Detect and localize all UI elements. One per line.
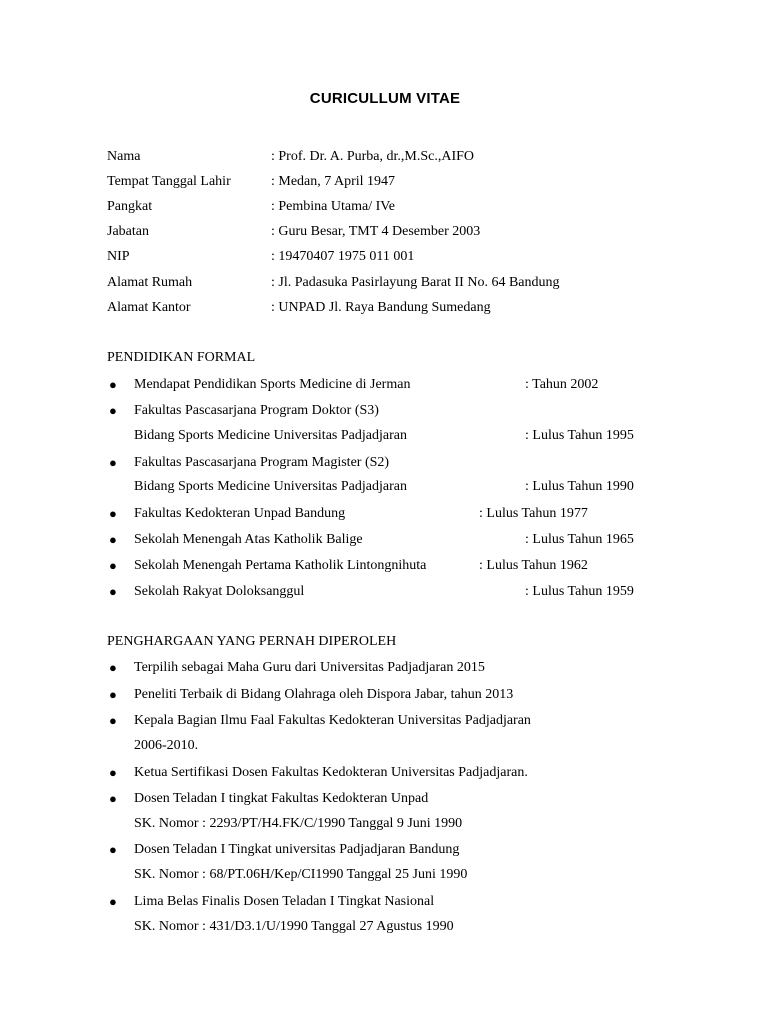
bullet-icon: ● [109, 455, 117, 470]
award-item: Dosen Teladan I Tingkat universitas Padjadjaran Bandung [134, 842, 460, 857]
education-item: Sekolah Menengah Pertama Katholik Lintongnihuta [134, 558, 427, 573]
label-nip: NIP [107, 249, 130, 264]
value-nama: : Prof. Dr. A. Purba, dr.,M.Sc.,AIFO [271, 149, 475, 164]
bullet-icon: ● [109, 791, 117, 806]
education-year: : Lulus Tahun 1995 [525, 428, 634, 443]
education-year: : Lulus Tahun 1977 [479, 506, 588, 521]
education-heading: PENDIDIKAN FORMAL [107, 350, 256, 365]
award-item: Dosen Teladan I tingkat Fakultas Kedokteran Unpad [134, 791, 429, 806]
education-year: : Lulus Tahun 1962 [479, 558, 588, 573]
awards-heading: PENGHARGAAN YANG PERNAH DIPEROLEH [107, 634, 397, 649]
value-tempat-tanggal-lahir: : Medan, 7 April 1947 [271, 174, 396, 189]
bullet-icon: ● [109, 842, 117, 857]
label-nama: Nama [107, 149, 141, 164]
label-alamat-kantor: Alamat Kantor [107, 300, 191, 315]
bullet-icon: ● [109, 377, 117, 392]
bullet-icon: ● [109, 687, 117, 702]
bullet-icon: ● [109, 558, 117, 573]
award-item: Peneliti Terbaik di Bidang Olahraga oleh Dispora Jabar, tahun 2013 [134, 687, 514, 702]
label-pangkat: Pangkat [107, 199, 153, 214]
award-item-detail: SK. Nomor : 431/D3.1/U/1990 Tanggal 27 Agustus 1990 [134, 919, 454, 934]
bullet-icon: ● [109, 532, 117, 547]
education-item: Mendapat Pendidikan Sports Medicine di Jerman [134, 377, 411, 392]
label-tempat-tanggal-lahir: Tempat Tanggal Lahir [107, 174, 231, 189]
education-item: Sekolah Rakyat Doloksanggul [134, 584, 305, 599]
bullet-icon: ● [109, 506, 117, 521]
education-item: Sekolah Menengah Atas Katholik Balige [134, 532, 363, 547]
value-pangkat: : Pembina Utama/ IVe [271, 199, 396, 214]
bullet-icon: ● [109, 765, 117, 780]
value-alamat-rumah: : Jl. Padasuka Pasirlayung Barat II No. 64 Bandung [271, 275, 560, 290]
award-item: Kepala Bagian Ilmu Faal Fakultas Kedokteran Universitas Padjadjaran [134, 713, 531, 728]
value-alamat-kantor: : UNPAD Jl. Raya Bandung Sumedang [271, 300, 491, 315]
bullet-icon: ● [109, 713, 117, 728]
award-item: Terpilih sebagai Maha Guru dari Universitas Padjadjaran 2015 [134, 660, 485, 675]
award-item-detail: SK. Nomor : 68/PT.06H/Kep/CI1990 Tanggal 25 Juni 1990 [134, 867, 468, 882]
education-item-detail: Bidang Sports Medicine Universitas Padjadjaran [134, 428, 407, 443]
education-item: Fakultas Pascasarjana Program Doktor (S3) [134, 403, 379, 418]
bullet-icon: ● [109, 894, 117, 909]
education-item: Fakultas Pascasarjana Program Magister (S2) [134, 455, 390, 470]
bullet-icon: ● [109, 660, 117, 675]
education-item-detail: Bidang Sports Medicine Universitas Padjadjaran [134, 479, 407, 494]
value-nip: : 19470407 1975 011 001 [271, 249, 415, 264]
award-item: Ketua Sertifikasi Dosen Fakultas Kedokteran Universitas Padjadjaran. [134, 765, 528, 780]
label-jabatan: Jabatan [107, 224, 149, 239]
value-jabatan: : Guru Besar, TMT 4 Desember 2003 [271, 224, 481, 239]
label-alamat-rumah: Alamat Rumah [107, 275, 193, 290]
award-item-detail: SK. Nomor : 2293/PT/H4.FK/C/1990 Tanggal 9 Juni 1990 [134, 816, 463, 831]
education-item: Fakultas Kedokteran Unpad Bandung [134, 506, 346, 521]
bullet-icon: ● [109, 584, 117, 599]
award-item-detail: 2006-2010. [134, 738, 199, 753]
education-year: : Lulus Tahun 1959 [525, 584, 634, 599]
bullet-icon: ● [109, 403, 117, 418]
education-year: : Lulus Tahun 1990 [525, 479, 634, 494]
document-title: CURICULLUM VITAE [309, 90, 461, 107]
education-year: : Lulus Tahun 1965 [525, 532, 634, 547]
education-year: : Tahun 2002 [525, 377, 599, 392]
award-item: Lima Belas Finalis Dosen Teladan I Tingkat Nasional [134, 894, 435, 909]
